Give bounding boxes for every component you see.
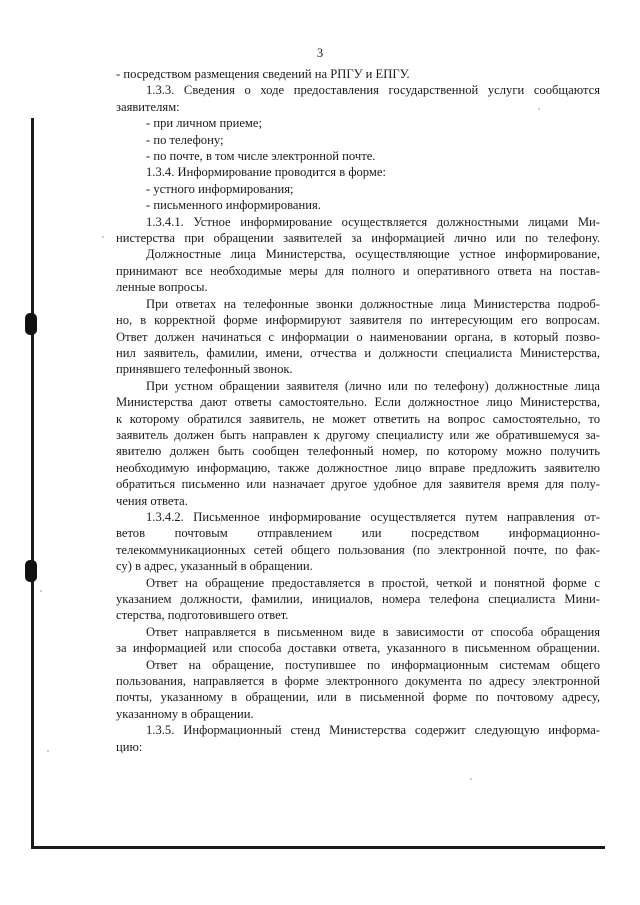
scan-speck (538, 108, 540, 110)
text-line: обратиться письменно или назначает другое удобное для заявителя время для полу- (116, 477, 600, 492)
text-line: указанному в обращении. (116, 706, 254, 721)
text-line: 1.3.4.1. Устное информирование осуществляется должностными лицами Ми- (146, 214, 600, 229)
text-line: - по почте, в том числе электронной почте. (146, 149, 376, 164)
text-line: к которому обратился заявитель, не может ответить на вопрос самостоятельно, то (116, 411, 600, 426)
text-line: су) в адрес, указанный в обращении. (116, 559, 313, 574)
body-text (116, 66, 600, 755)
scan-speck (470, 778, 472, 780)
text-line: стерства, подготовившего ответ. (116, 608, 289, 623)
text-line: но, в корректной форме информируют заявителя по интересующим его вопросам. (116, 313, 600, 328)
text-line: Должностные лица Министерства, осуществляющие устное информирование, (146, 247, 600, 262)
text-line: 1.3.3. Сведения о ходе предоставления государственной услуги сообщаются (146, 83, 600, 98)
text-line: 1.3.4. Информирование проводится в форме: (146, 165, 386, 180)
text-line: - посредством размещения сведений на РПГУ и ЕПГУ. (116, 67, 410, 81)
text-line: Ответ на обращение, поступившее по информационным системам общего (146, 657, 600, 672)
text-line: ленные вопросы. (116, 280, 208, 295)
text-line: необходимую информацию, также должностное лицо вправе предложить заявителю (116, 460, 600, 475)
text-line: Министерства дают ответы самостоятельно. Если должностное лицо Министерства, (116, 395, 600, 410)
text-line: принимают все необходимые меры для полного и оперативного ответа на постав- (116, 263, 600, 278)
scan-speck (47, 750, 49, 752)
text-line: При ответах на телефонные звонки должностные лица Министерства подроб- (146, 296, 600, 311)
page-number: 3 (316, 46, 324, 60)
text-line: заявитель должен быть направлен к другому специалисту или же обратившемуся за- (116, 427, 600, 442)
text-line: принявшего телефонный звонок. (116, 362, 293, 377)
scan-speck (102, 236, 104, 238)
scan-speck (40, 590, 42, 592)
punch-hole-mark-upper (25, 313, 37, 335)
text-line: При устном обращении заявителя (лично или по телефону) должностные лица (146, 378, 600, 393)
text-line: Ответ на обращение предоставляется в простой, четкой и понятной форме с (146, 575, 600, 590)
text-line: - устного информирования; (146, 181, 294, 196)
text-line: нистерства при обращении заявителей за информацией лично или по телефону. (116, 231, 600, 246)
text-line: за информацией или способа доставки ответа, указанного в письменном обращении. (116, 641, 600, 656)
text-line: ветов почтовым отправлением или посредством информационно- (116, 526, 600, 541)
text-line: нил заявитель, фамилии, имени, отчества и должности специалиста Министерства, (116, 345, 600, 360)
text-line: пользования, направляется в форме электронного документа по адресу электронной (116, 674, 600, 689)
text-line: телекоммуникационных сетей общего пользования (по электронной почте, по фак- (116, 542, 600, 557)
scan-border-bottom (31, 846, 605, 849)
text-line: цию: (116, 739, 143, 754)
text-line: явителю должен быть сообщен телефонный номер, по которому можно получить (116, 444, 600, 459)
text-line: заявителям: (116, 99, 180, 114)
scan-border-left (31, 118, 34, 848)
text-line: чения ответа. (116, 493, 188, 508)
text-line: - по телефону; (146, 132, 224, 147)
text-line: указанием должности, фамилии, инициалов, номера телефона специалиста Мини- (116, 592, 600, 606)
text-line: - при личном приеме; (146, 116, 262, 131)
text-line: Ответ должен начинаться с информации о наименовании органа, в который позво- (116, 329, 600, 344)
text-line: Ответ направляется в письменном виде в зависимости от способа обращения (146, 624, 600, 639)
text-line: почты, указанному в обращении, или в письменной форме по почтовому адресу, (116, 690, 600, 705)
text-line: - письменного информирования. (146, 198, 321, 213)
punch-hole-mark-lower (25, 560, 37, 582)
text-line: 1.3.4.2. Письменное информирование осуществляется путем направления от- (146, 509, 600, 524)
text-line: 1.3.5. Информационный стенд Министерства содержит следующую информа- (146, 723, 600, 738)
